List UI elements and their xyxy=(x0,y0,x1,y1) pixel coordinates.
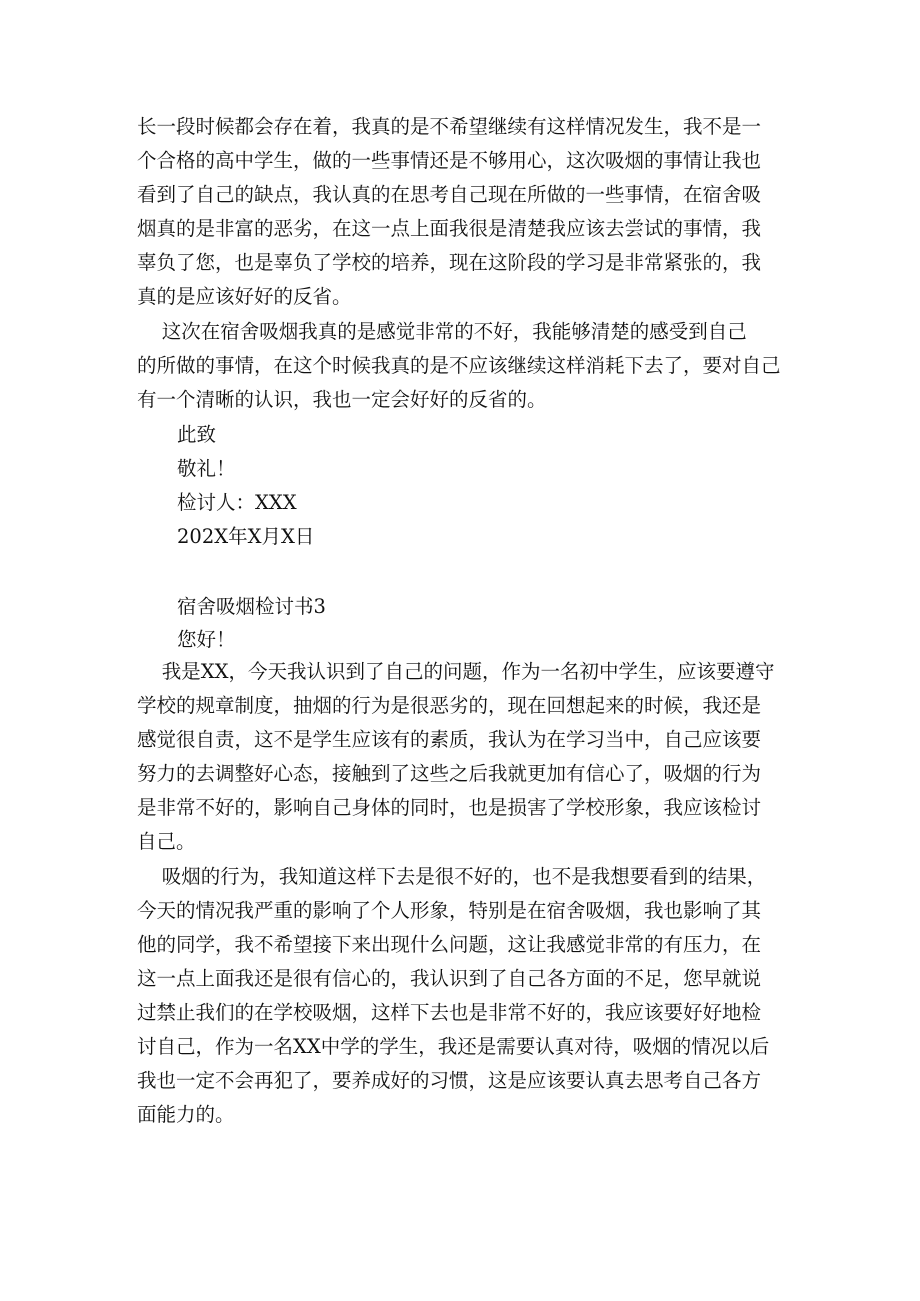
date-line: 202X年X月X日 xyxy=(177,525,315,548)
greeting-line: 您好！ xyxy=(177,628,236,651)
closing-line: 此致 xyxy=(177,423,217,446)
paragraph-2: 这次在宿舍吸烟我真的是感觉非常的不好，我能够清楚的感受到自己 的所做的事情，在这个时候我真的是不应该继续这样消耗下去了，要对自己 有一个清晰的认识，我也一定会好好的反省的。 xyxy=(137,320,781,411)
salutation-line: 敬礼！ xyxy=(177,457,236,480)
paragraph-1: 长一段时候都会存在着，我真的是不希望继续有这样情况发生，我不是一 个合格的高中学生，做的一些事情还是不够用心，这次吸烟的事情让我也 看到了自己的缺点，我认真的在思考自己现在所做的一些事情，在宿舍吸 烟真的是非富的恶劣，在这一点上面我很是清楚我应该去尝试的事情，我 辜负了您，也是辜负了学校的培养，现在这阶段的学习是非常紧张的，我 真的是应该好好的反省。 xyxy=(137,115,762,308)
signer-line: 检讨人：XXX xyxy=(177,491,297,514)
paragraph-4: 吸烟的行为，我知道这样下去是很不好的，也不是我想要看到的结果， 今天的情况我严重的影响了个人形象，特别是在宿舍吸烟，我也影响了其 他的同学，我不希望接下来出现什么问题，这让我感觉非常的有压力，在 这一点上面我还是很有信心的，我认识到了自己各方面的不足，您早就说 过禁止我们的在学校吸烟，这样下去也是非常不好的，我应该要好好地检 讨自己，作为一名XX中学的学生，我还是需要认真对待，吸烟的情况以后 我也一定不会再犯了，要养成好的习惯，这是应该要认真去思考自己各方 面能力的。 xyxy=(137,865,770,1126)
section-title: 宿舍吸烟检讨书3 xyxy=(177,595,326,618)
paragraph-3: 我是XX，今天我认识到了自己的问题，作为一名初中学生，应该要遵守 学校的规章制度，抽烟的行为是很恶劣的，现在回想起来的时候，我还是 感觉很自责，这不是学生应该有的素质，我认为在学习当中，自己应该要 努力的去调整好心态，接触到了这些之后我就更加有信心了，吸烟的行为 是非常不好的，影响自己身体的同时，也是损害了学校形象，我应该检讨 自己。 xyxy=(137,660,775,853)
